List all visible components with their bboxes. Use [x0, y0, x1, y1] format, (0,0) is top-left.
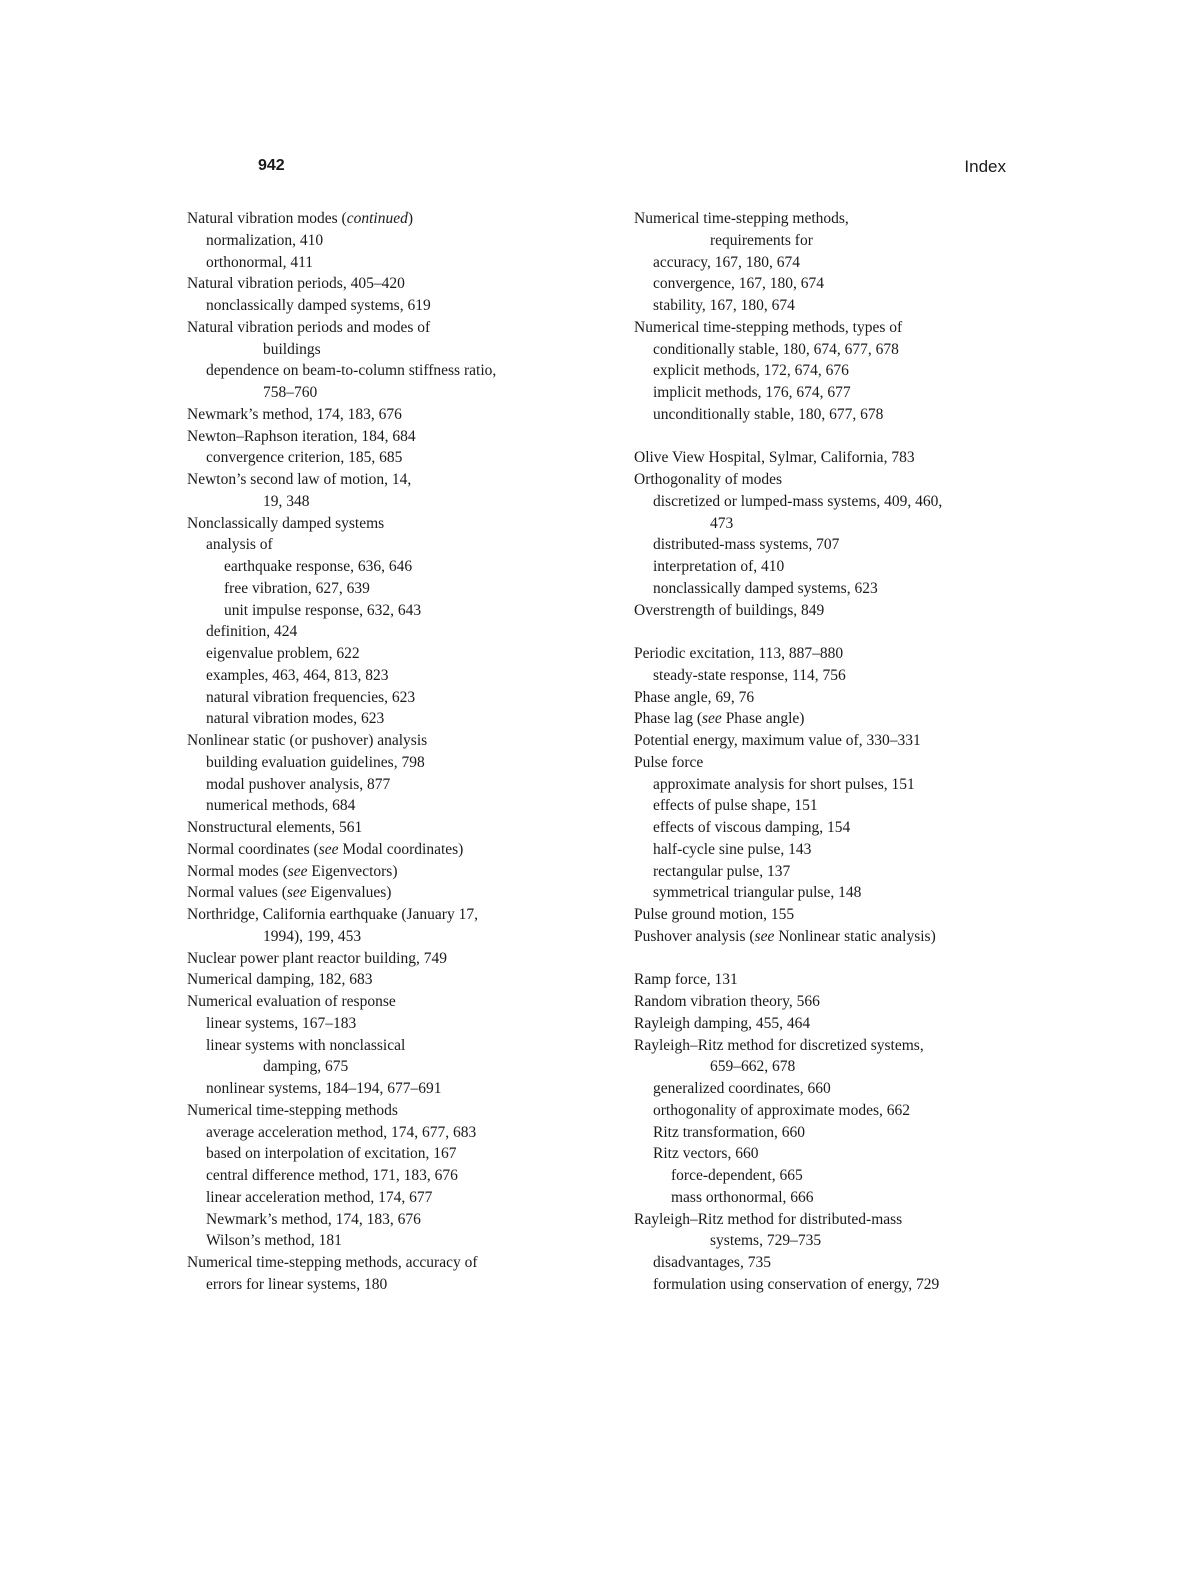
index-subentry	[187, 252, 607, 274]
index-subentry	[187, 1274, 607, 1296]
entry-text: conditionally stable, 180, 674, 677, 678	[653, 340, 899, 358]
index-entry	[187, 904, 607, 926]
entry-text: Pulse force	[634, 753, 704, 771]
index-subentry	[634, 404, 1054, 426]
index-subentry	[187, 1187, 607, 1209]
index-subentry	[634, 230, 1054, 252]
index-subentry	[187, 795, 607, 817]
index-subentry	[187, 295, 607, 317]
entry-text: central difference method, 171, 183, 676	[206, 1167, 458, 1184]
entry-text: Nuclear power plant reactor building, 749	[187, 949, 447, 967]
entry-text-after: )	[407, 210, 413, 227]
entry-text-after: Phase angle)	[721, 710, 805, 728]
entry-text: dependence on beam-to-column stiffness ratio,	[206, 362, 497, 380]
entry-text: generalized coordinates, 660	[653, 1080, 831, 1097]
entry-text: Natural vibration periods and modes of	[187, 318, 431, 336]
entry-text: approximate analysis for short pulses, 151	[653, 775, 915, 793]
index-subentry	[634, 534, 1054, 556]
entry-text: Periodic excitation, 113, 887–880	[634, 645, 844, 662]
entry-text: free vibration, 627, 639	[224, 579, 370, 597]
entry-text: systems, 729–735	[710, 1232, 822, 1250]
index-subentry	[187, 1209, 607, 1231]
index-entry	[187, 730, 607, 752]
entry-text: Rayleigh–Ritz method for discretized systems,	[634, 1036, 924, 1054]
index-subentry	[634, 774, 1054, 796]
entry-text-after: Eigenvalues)	[306, 884, 392, 902]
index-subentry	[634, 839, 1054, 861]
entry-text: normalization, 410	[206, 231, 324, 249]
index-subentry	[187, 1122, 607, 1144]
index-subentry	[634, 339, 1054, 361]
entry-text: Newmark’s method, 174, 183, 676	[206, 1210, 421, 1228]
entry-text: natural vibration modes, 623	[206, 710, 385, 728]
index-entry	[187, 1252, 607, 1274]
entry-italic: see	[754, 927, 775, 945]
entry-italic: see	[286, 884, 307, 902]
entry-text: 19, 348	[263, 492, 310, 510]
entry-text: Normal modes (	[187, 862, 288, 880]
index-entry	[187, 882, 607, 904]
index-subentry	[187, 774, 607, 796]
entry-text: Nonclassically damped systems	[187, 514, 385, 532]
index-subentry	[634, 1274, 1054, 1296]
index-subentry	[187, 382, 607, 404]
entry-text-after: Nonlinear static analysis)	[774, 927, 936, 945]
entry-text: Northridge, California earthquake (January 17,	[187, 906, 478, 923]
index-entry	[187, 273, 607, 295]
entry-text: implicit methods, 176, 674, 677	[653, 384, 851, 401]
index-subentry	[187, 600, 607, 622]
entry-text: Random vibration theory, 566	[634, 993, 820, 1010]
entry-text: Numerical time-stepping methods, types of	[634, 318, 903, 336]
entry-text: distributed-mass systems, 707	[653, 536, 840, 554]
index-subentry	[634, 491, 1054, 513]
entry-text: accuracy, 167, 180, 674	[653, 253, 801, 271]
index-entry	[187, 1100, 607, 1122]
entry-text: 1994), 199, 453	[263, 927, 362, 945]
page-number: 942	[258, 157, 285, 174]
entry-text: half-cycle sine pulse, 143	[653, 840, 812, 858]
index-subentry	[634, 556, 1054, 578]
letter-group-gap	[634, 948, 1054, 970]
entry-text: 473	[710, 514, 734, 532]
entry-text: nonclassically damped systems, 623	[653, 579, 878, 597]
entry-text: symmetrical triangular pulse, 148	[653, 884, 862, 902]
entry-text: Nonlinear static (or pushover) analysis	[187, 732, 428, 749]
entry-text: Newton’s second law of motion, 14,	[187, 471, 412, 488]
index-entry	[634, 730, 1054, 752]
index-entry	[634, 904, 1054, 926]
entry-text: Normal coordinates (	[187, 840, 319, 858]
running-head: Index	[964, 157, 1006, 176]
index-entry	[634, 752, 1054, 774]
index-subentry	[187, 1078, 607, 1100]
entry-text: formulation using conservation of energy, 729	[653, 1275, 940, 1293]
entry-text: Wilson’s method, 181	[206, 1232, 342, 1250]
index-subentry	[187, 1230, 607, 1252]
index-subentry	[634, 882, 1054, 904]
index-entry	[187, 404, 607, 426]
index-subentry	[187, 1165, 607, 1187]
entry-text: Pushover analysis (	[634, 927, 755, 945]
entry-text: modal pushover analysis, 877	[206, 775, 391, 793]
index-subentry	[634, 295, 1054, 317]
index-entry	[187, 948, 607, 970]
entry-text: orthogonality of approximate modes, 662	[653, 1101, 910, 1119]
entry-text: 758–760	[263, 384, 318, 401]
index-subentry	[634, 1122, 1054, 1144]
index-subentry	[187, 360, 607, 382]
entry-text: Phase lag (	[634, 710, 703, 728]
entry-text: force-dependent, 665	[671, 1167, 803, 1184]
entry-text: Ramp force, 131	[634, 971, 738, 989]
entry-text: Rayleigh damping, 455, 464	[634, 1014, 811, 1032]
entry-text: linear acceleration method, 174, 677	[206, 1188, 433, 1206]
entry-text: linear systems, 167–183	[206, 1014, 357, 1032]
index-subentry	[187, 1056, 607, 1078]
index-entry	[187, 513, 607, 535]
index-subentry	[634, 1143, 1054, 1165]
index-entry	[187, 969, 607, 991]
entry-text: Ritz vectors, 660	[653, 1145, 759, 1163]
index-subentry	[187, 556, 607, 578]
index-subentry	[187, 926, 607, 948]
entry-italic: continued	[346, 210, 408, 227]
entry-text: interpretation of, 410	[653, 558, 785, 575]
entry-italic: see	[318, 840, 339, 858]
index-subentry	[187, 339, 607, 361]
index-column-left	[187, 208, 607, 1296]
entry-text: steady-state response, 114, 756	[653, 666, 846, 684]
entry-text: analysis of	[206, 536, 273, 554]
entry-text: nonlinear systems, 184–194, 677–691	[206, 1080, 442, 1097]
entry-text: Olive View Hospital, Sylmar, California, 783	[634, 449, 915, 467]
index-entry	[634, 708, 1054, 730]
index-entry	[187, 317, 607, 339]
index-subentry	[187, 1143, 607, 1165]
index-subentry	[634, 665, 1054, 687]
entry-text: Natural vibration periods, 405–420	[187, 275, 405, 293]
index-subentry	[187, 1013, 607, 1035]
entry-text: Newmark’s method, 174, 183, 676	[187, 405, 402, 423]
index-subentry	[187, 665, 607, 687]
index-entry	[187, 208, 607, 230]
entry-text: unit impulse response, 632, 643	[224, 601, 422, 619]
index-subentry	[187, 578, 607, 600]
index-entry	[634, 1209, 1054, 1231]
entry-text: effects of viscous damping, 154	[653, 819, 851, 836]
entry-text: Overstrength of buildings, 849	[634, 601, 825, 619]
index-entry	[634, 1035, 1054, 1057]
index-subentry	[634, 1252, 1054, 1274]
entry-text: damping, 675	[263, 1058, 349, 1076]
index-entry	[634, 317, 1054, 339]
index-subentry	[634, 1056, 1054, 1078]
index-subentry	[634, 1230, 1054, 1252]
entry-text: convergence, 167, 180, 674	[653, 275, 825, 293]
index-subentry	[634, 1165, 1054, 1187]
index-subentry	[634, 360, 1054, 382]
entry-text: discretized or lumped-mass systems, 409, 460,	[653, 492, 943, 510]
entry-text: Numerical time-stepping methods,	[634, 210, 849, 227]
entry-text: based on interpolation of excitation, 167	[206, 1145, 457, 1163]
index-entry	[187, 861, 607, 883]
index-entry	[634, 926, 1054, 948]
index-entry	[634, 643, 1054, 665]
entry-text: eigenvalue problem, 622	[206, 645, 360, 662]
index-column-right	[634, 208, 1054, 1296]
index-subentry	[187, 752, 607, 774]
entry-text: Newton–Raphson iteration, 184, 684	[187, 427, 416, 445]
entry-text: stability, 167, 180, 674	[653, 297, 795, 314]
letter-group-gap	[634, 621, 1054, 643]
index-entry	[634, 991, 1054, 1013]
entry-text: definition, 424	[206, 623, 298, 641]
entry-text: Numerical evaluation of response	[187, 993, 396, 1010]
index-subentry	[634, 795, 1054, 817]
entry-text: effects of pulse shape, 151	[653, 797, 818, 815]
index-subentry	[634, 578, 1054, 600]
index-subentry	[634, 1100, 1054, 1122]
entry-text: numerical methods, 684	[206, 797, 356, 815]
entry-text: natural vibration frequencies, 623	[206, 688, 416, 706]
entry-text: Rayleigh–Ritz method for distributed-mass	[634, 1210, 903, 1228]
entry-text: mass orthonormal, 666	[671, 1188, 814, 1206]
index-subentry	[634, 861, 1054, 883]
index-entry	[634, 208, 1054, 230]
entry-text: Nonstructural elements, 561	[187, 819, 363, 836]
entry-text-after: Modal coordinates)	[338, 840, 464, 858]
entry-text: building evaluation guidelines, 798	[206, 753, 425, 771]
entry-text: Natural vibration modes (	[187, 210, 347, 227]
entry-text: Normal values (	[187, 884, 287, 902]
index-subentry	[634, 252, 1054, 274]
index-subentry	[634, 382, 1054, 404]
entry-text: convergence criterion, 185, 685	[206, 449, 403, 467]
entry-text: average acceleration method, 174, 677, 683	[206, 1123, 477, 1141]
entry-text: Numerical time-stepping methods	[187, 1101, 398, 1119]
index-entry	[634, 1013, 1054, 1035]
index-subentry	[187, 708, 607, 730]
entry-text: explicit methods, 172, 674, 676	[653, 362, 849, 380]
index-entry	[634, 687, 1054, 709]
entry-text: Phase angle, 69, 76	[634, 688, 755, 706]
index-subentry	[187, 230, 607, 252]
entry-text: Numerical time-stepping methods, accuracy of	[187, 1254, 478, 1271]
index-subentry	[187, 1035, 607, 1057]
entry-text: nonclassically damped systems, 619	[206, 297, 431, 314]
entry-text: rectangular pulse, 137	[653, 862, 791, 880]
page-header	[258, 157, 1006, 181]
entry-italic: see	[702, 710, 722, 728]
index-entry	[187, 469, 607, 491]
index-subentry	[187, 687, 607, 709]
index-subentry	[187, 534, 607, 556]
index-entry	[634, 600, 1054, 622]
index-subentry	[634, 1187, 1054, 1209]
index-subentry	[187, 447, 607, 469]
index-subentry	[187, 491, 607, 513]
entry-text: examples, 463, 464, 813, 823	[206, 666, 389, 684]
index-entry	[187, 426, 607, 448]
index-subentry	[634, 273, 1054, 295]
entry-text: unconditionally stable, 180, 677, 678	[653, 405, 884, 423]
entry-text: Orthogonality of modes	[634, 471, 783, 488]
entry-text: Ritz transformation, 660	[653, 1123, 805, 1141]
entry-italic: see	[287, 862, 308, 880]
entry-text: Pulse ground motion, 155	[634, 906, 795, 923]
index-subentry	[187, 643, 607, 665]
index-entry	[187, 817, 607, 839]
letter-group-gap	[634, 426, 1054, 448]
index-entry	[634, 447, 1054, 469]
entry-text: orthonormal, 411	[206, 253, 314, 271]
entry-text: 659–662, 678	[710, 1058, 796, 1076]
entry-text: earthquake response, 636, 646	[224, 558, 413, 575]
index-subentry	[634, 513, 1054, 535]
index-subentry	[634, 1078, 1054, 1100]
index-subentry	[187, 621, 607, 643]
entry-text: buildings	[263, 340, 321, 358]
index-entry	[187, 839, 607, 861]
index-entry	[187, 991, 607, 1013]
entry-text: Potential energy, maximum value of, 330–331	[634, 732, 921, 749]
index-subentry	[634, 817, 1054, 839]
index-entry	[634, 469, 1054, 491]
index-entry	[634, 969, 1054, 991]
entry-text: errors for linear systems, 180	[206, 1275, 388, 1293]
entry-text: requirements for	[710, 231, 813, 249]
entry-text: linear systems with nonclassical	[206, 1036, 406, 1054]
entry-text: disadvantages, 735	[653, 1254, 771, 1271]
entry-text: Numerical damping, 182, 683	[187, 971, 373, 989]
entry-text-after: Eigenvectors)	[307, 862, 398, 880]
